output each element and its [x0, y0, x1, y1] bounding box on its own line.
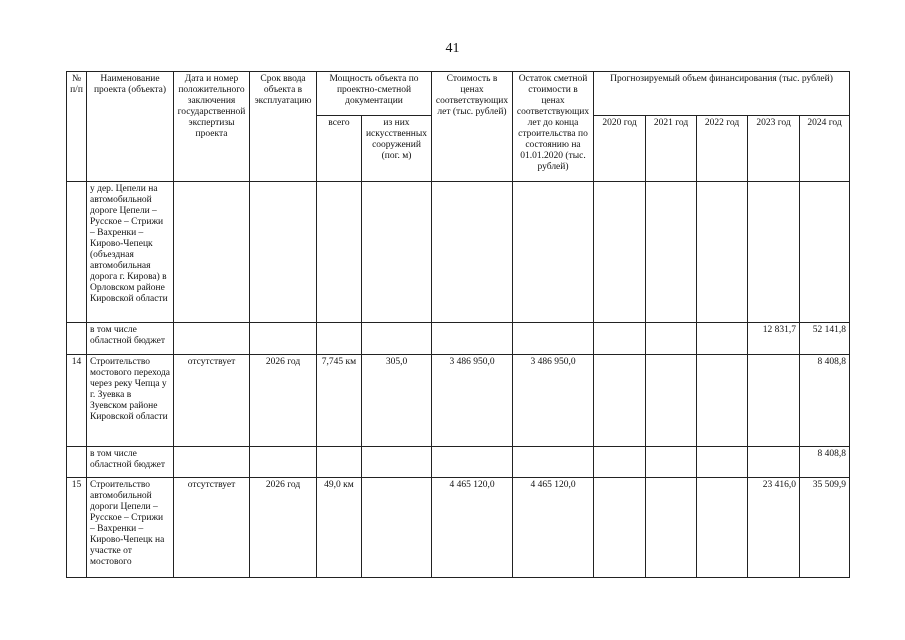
cell-2020 — [594, 182, 646, 323]
header-commission: Срок ввода объекта в эксплуатацию — [250, 72, 317, 182]
header-expertise: Дата и номер положительного заключения государственной экспертизы проекта — [174, 72, 250, 182]
cell-cost — [432, 182, 513, 323]
cell-remainder — [513, 323, 594, 355]
cell-2021 — [646, 355, 697, 447]
table-row — [67, 323, 850, 355]
cell-2021 — [646, 182, 697, 323]
header-remainder: Остаток сметной стоимости в ценах соответствующих лет до конца строительства по состоянию на 01.01.2020 (тыс. рублей) — [513, 72, 594, 182]
cell-cost — [432, 447, 513, 478]
cell-num — [67, 447, 87, 478]
header-cost: Стоимость в ценах соответствующих лет (тыс. рублей) — [432, 72, 513, 182]
cell-2020 — [594, 478, 646, 578]
header-num: № п/п — [67, 72, 87, 182]
cell-commission: 2026 год — [250, 478, 317, 578]
header-forecast: Прогнозируемый объем финансирования (тыс. рублей) — [594, 72, 850, 116]
header-capacity: Мощность объекта по проектно-сметной документации — [317, 72, 432, 116]
cell-commission — [250, 182, 317, 323]
cell-remainder — [513, 182, 594, 323]
cell-2021 — [646, 323, 697, 355]
cell-2022 — [697, 478, 748, 578]
cell-expertise: отсутствует — [174, 355, 250, 447]
cell-2023 — [748, 447, 800, 478]
cell-2023 — [748, 182, 800, 323]
cell-commission — [250, 323, 317, 355]
cell-2023 — [748, 355, 800, 447]
cell-capacity-structures — [362, 447, 432, 478]
cell-remainder: 3 486 950,0 — [513, 355, 594, 447]
cell-remainder — [513, 447, 594, 478]
header-capacity-structures: из них искусственных сооружений (пог. м) — [362, 116, 432, 182]
cell-cost: 3 486 950,0 — [432, 355, 513, 447]
cell-capacity-total — [317, 447, 362, 478]
cell-cost — [432, 323, 513, 355]
cell-name: Строительство мостового перехода через реку Чепца у г. Зуевка в Зуевском районе Кировской области — [87, 355, 174, 447]
header-year: 2024 год — [800, 116, 850, 182]
page-number: 41 — [445, 41, 460, 56]
cell-expertise — [174, 182, 250, 323]
cell-2022 — [697, 447, 748, 478]
header-year: 2023 год — [748, 116, 800, 182]
table-row — [67, 478, 850, 578]
cell-name: в том числе областной бюджет — [87, 323, 174, 355]
cell-2021 — [646, 478, 697, 578]
cell-commission — [250, 447, 317, 478]
cell-2020 — [594, 447, 646, 478]
cell-capacity-total: 49,0 км — [317, 478, 362, 578]
cell-2024 — [800, 182, 850, 323]
cell-2024: 52 141,8 — [800, 323, 850, 355]
cell-2021 — [646, 447, 697, 478]
cell-name: в том числе областной бюджет — [87, 447, 174, 478]
cell-2023: 12 831,7 — [748, 323, 800, 355]
header-capacity-total: всего — [317, 116, 362, 182]
cell-2024: 8 408,8 — [800, 447, 850, 478]
cell-capacity-structures — [362, 478, 432, 578]
cell-num — [67, 323, 87, 355]
cell-remainder: 4 465 120,0 — [513, 478, 594, 578]
financing-table — [66, 71, 850, 578]
cell-2020 — [594, 355, 646, 447]
header-year: 2022 год — [697, 116, 748, 182]
cell-num: 15 — [67, 478, 87, 578]
cell-2022 — [697, 182, 748, 323]
cell-2023: 23 416,0 — [748, 478, 800, 578]
cell-cost: 4 465 120,0 — [432, 478, 513, 578]
table-row — [67, 447, 850, 478]
cell-num: 14 — [67, 355, 87, 447]
header-name: Наименование проекта (объекта) — [87, 72, 174, 182]
cell-expertise — [174, 447, 250, 478]
cell-capacity-structures — [362, 323, 432, 355]
cell-capacity-structures: 305,0 — [362, 355, 432, 447]
cell-name: Строительство автомобильной дороги Цепели – Русское – Стрижи – Вахренки – Кирово-Чепецк на участке от мостового — [87, 478, 174, 578]
cell-commission: 2026 год — [250, 355, 317, 447]
cell-2024: 8 408,8 — [800, 355, 850, 447]
header-year: 2021 год — [646, 116, 697, 182]
table-row — [67, 182, 850, 323]
cell-capacity-structures — [362, 182, 432, 323]
cell-2022 — [697, 355, 748, 447]
cell-name: у дер. Цепели на автомобильной дороге Цепели – Русское – Стрижи – Вахренки – Кирово-Чепецк (объездная автомобильная дорога г. Кирова) в Орловском районе Кировской области — [87, 182, 174, 323]
cell-num — [67, 182, 87, 323]
cell-2020 — [594, 323, 646, 355]
cell-capacity-total — [317, 323, 362, 355]
cell-capacity-total: 7,745 км — [317, 355, 362, 447]
cell-2024: 35 509,9 — [800, 478, 850, 578]
header-year: 2020 год — [594, 116, 646, 182]
cell-capacity-total — [317, 182, 362, 323]
cell-expertise: отсутствует — [174, 478, 250, 578]
table-row — [67, 355, 850, 447]
cell-expertise — [174, 323, 250, 355]
cell-2022 — [697, 323, 748, 355]
